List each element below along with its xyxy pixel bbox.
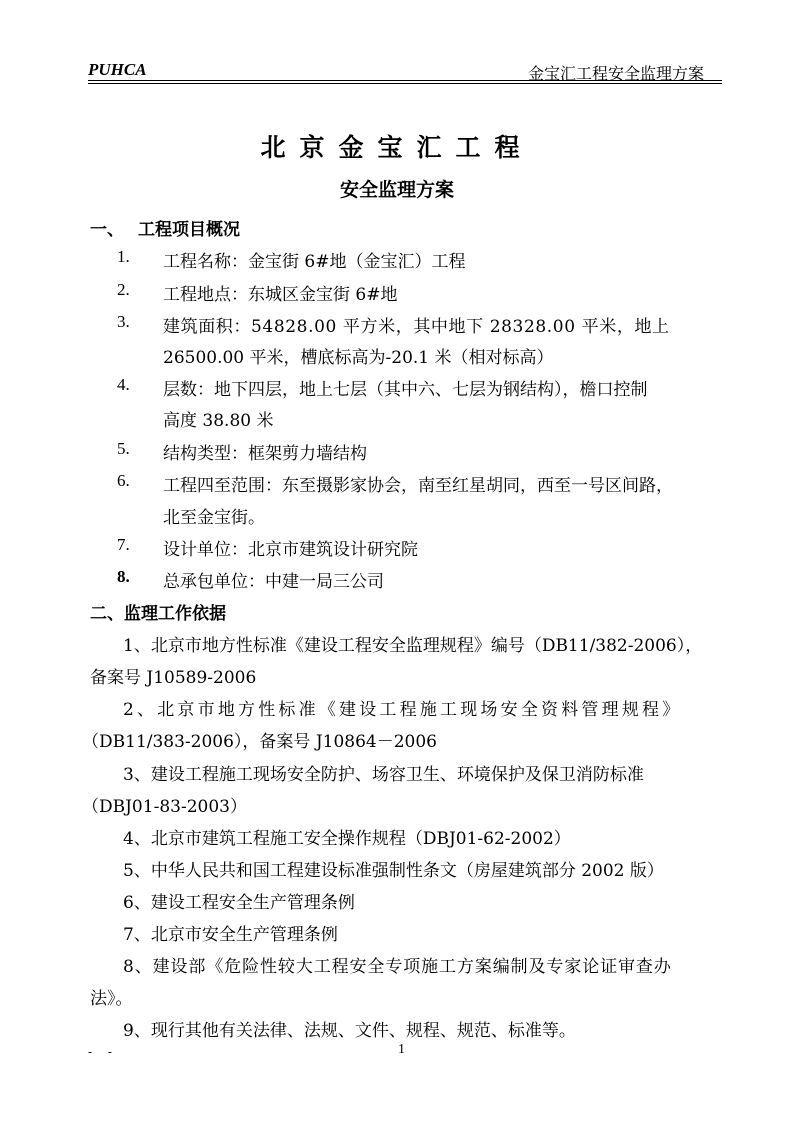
basis-item-continued: 备案号 J10589-2006 — [90, 668, 257, 688]
item-number: 4. — [117, 375, 130, 394]
basis-item: 7、北京市安全生产管理条例 — [123, 925, 338, 945]
item-text: 建筑面积：54828.00 平方米，其中地下 28328.00 平米，地上 — [163, 317, 670, 337]
basis-item: 5、中华人民共和国工程建设标准强制性条文（房屋建筑部分 2002 版） — [123, 861, 664, 881]
document-subtitle: 安全监理方案 — [339, 179, 454, 201]
item-text-continued: 北至金宝街。 — [163, 508, 265, 528]
basis-item: 3、建设工程施工现场安全防护、场容卫生、环境保护及保卫消防标准 — [123, 765, 644, 785]
item-number: 3. — [117, 312, 130, 331]
basis-item: 8、建设部《危险性较大工程安全专项施工方案编制及专家论证审查办 — [123, 957, 672, 977]
item-number: 2. — [117, 280, 130, 299]
header-rule — [88, 80, 722, 81]
basis-item: 1、北京市地方性标准《建设工程安全监理规程》编号（DB11/382-2006）， — [123, 636, 703, 656]
item-text: 工程地点：东城区金宝街 6#地 — [163, 285, 398, 305]
item-text: 总承包单位：中建一局三公司 — [163, 572, 384, 592]
item-text: 层数：地下四层，地上七层（其中六、七层为钢结构），檐口控制 — [163, 380, 648, 400]
basis-item-continued: （DB11/383-2006），备案号 J10864－2006 — [82, 732, 437, 752]
page-number: 1 — [398, 1042, 405, 1057]
item-number: 7. — [117, 535, 130, 554]
item-text: 工程四至范围：东至摄影家协会，南至红星胡同，西至一号区间路， — [163, 476, 673, 496]
footer-marker: - - — [88, 1045, 118, 1059]
item-text: 工程名称：金宝街 6#地（金宝汇）工程 — [163, 252, 466, 272]
basis-item-continued: 法》。 — [90, 989, 133, 1009]
item-text-continued: 26500.00 平米，槽底标高为-20.1 米（相对标高） — [163, 348, 554, 368]
document-title: 北京金宝汇工程 — [260, 133, 534, 162]
item-text-continued: 高度 38.80 米 — [163, 411, 274, 431]
basis-item: 9、现行其他有关法律、法规、文件、规程、规范、标准等。 — [123, 1021, 576, 1041]
item-text: 设计单位：北京市建筑设计研究院 — [163, 540, 418, 560]
basis-item: 6、建设工程安全生产管理条例 — [123, 893, 355, 913]
basis-item-continued: （DBJ01-83-2003） — [82, 797, 247, 817]
section2-heading: 二、监理工作依据 — [90, 604, 226, 624]
item-number: 8. — [117, 567, 130, 586]
item-number: 6. — [117, 471, 130, 490]
section1-heading: 工程项目概况 — [138, 220, 240, 240]
item-number: 1. — [117, 247, 130, 266]
item-number: 5. — [117, 439, 130, 458]
header-doc-title: 金宝汇工程安全监理方案 — [527, 64, 704, 83]
basis-item: 4、北京市建筑工程施工安全操作规程（DBJ01-62-2002） — [123, 829, 571, 849]
basis-item: 2、北京市地方性标准《建设工程施工现场安全资料管理规程》 — [123, 700, 683, 720]
item-text: 结构类型：框架剪力墙结构 — [163, 444, 367, 464]
section1-number: 一、 — [90, 220, 124, 240]
header-brand: PUHCA — [88, 60, 147, 79]
header-rule-thin — [88, 83, 722, 84]
